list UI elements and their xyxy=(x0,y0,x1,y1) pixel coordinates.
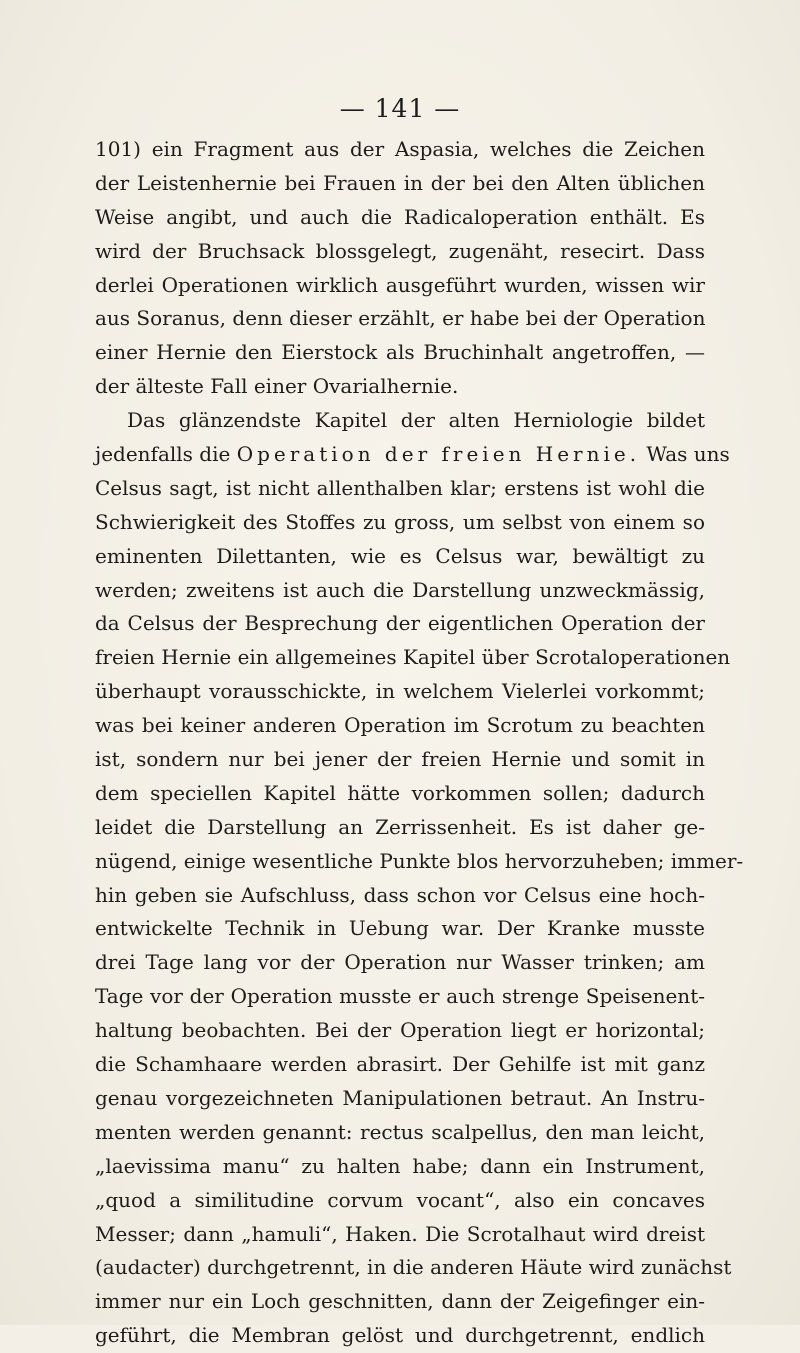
text-line: immer nur ein Loch geschnitten, dann der Zeigefinger ein- xyxy=(95,1289,705,1314)
text-line: 101) ein Fragment aus der Aspasia, welches die Zeichen xyxy=(95,137,705,161)
text-line: Das glänzendste Kapitel der alten Herniologie bildet xyxy=(127,408,705,433)
text-line: eminenten Dilettanten, wie es Celsus war, bewältigt zu xyxy=(95,543,705,568)
text-line: drei Tage lang vor der Operation nur Wasser trinken; am xyxy=(95,950,705,975)
text-line: was bei keiner anderen Operation im Scrotum zu beachten xyxy=(95,713,705,738)
text-line: haltung beobachten. Bei der Operation liegt er horizontal; xyxy=(95,1018,705,1043)
text-line: Celsus sagt, ist nicht allenthalben klar; erstens ist wohl die xyxy=(95,475,705,500)
text-line: wird der Bruchsack blossgelegt, zugenäht, resecirt. Dass xyxy=(95,238,705,263)
text-line: überhaupt vorausschickte, in welchem Vielerlei vorkommt; xyxy=(95,679,705,704)
spaced-emphasis: Operation der freien Hernie. xyxy=(236,442,641,467)
text-line: da Celsus der Besprechung der eigentlichen Operation der xyxy=(95,611,705,636)
text-line: hin geben sie Aufschluss, dass schon vor Celsus eine hoch- xyxy=(95,882,705,907)
text-line: „quod a similitudine corvum vocant“, also ein concaves xyxy=(95,1187,705,1212)
text-line: der Leistenhernie bei Frauen in der bei den Alten üblichen xyxy=(95,170,705,195)
text-line: dem speciellen Kapitel hätte vorkommen sollen; dadurch xyxy=(95,780,705,805)
text-line: leidet die Darstellung an Zerrissenheit. Es ist daher ge- xyxy=(95,814,705,839)
text-line: derlei Operationen wirklich ausgeführt wurden, wissen wir xyxy=(95,272,705,297)
text-line: Schwierigkeit des Stoffes zu gross, um selbst von einem so xyxy=(95,509,705,534)
body-text xyxy=(95,133,744,1353)
text-line: einer Hernie den Eierstock als Bruchinhalt angetroffen, — xyxy=(95,340,705,365)
text-segment: jedenfalls die xyxy=(95,442,237,467)
text-line: entwickelte Technik in Uebung war. Der Kranke musste xyxy=(95,916,705,941)
text-line: Tage vor der Operation musste er auch strenge Speisenent- xyxy=(95,984,705,1009)
page-number: — 141 — xyxy=(339,94,461,123)
text-line: genau vorgezeichneten Manipulationen betraut. An Instru- xyxy=(95,1085,705,1110)
text-line: Messer; dann „hamuli“, Haken. Die Scrotalhaut wird dreist xyxy=(95,1221,705,1246)
text-line: werden; zweitens ist auch die Darstellung unzweckmässig, xyxy=(95,577,705,602)
text-line: nügend, einige wesentliche Punkte blos hervorzuheben; immer- xyxy=(95,848,744,873)
text-segment: Was uns xyxy=(640,442,730,467)
text-line: (audacter) durchgetrennt, in die anderen Häute wird zunächst xyxy=(95,1255,732,1280)
text-line-with-spaced-heading xyxy=(95,438,730,472)
text-line: menten werden genannt: rectus scalpellus, den man leicht, xyxy=(95,1119,705,1144)
text-line: aus Soranus, denn dieser erzählt, er habe bei der Operation xyxy=(95,306,706,331)
text-line: der älteste Fall einer Ovarialhernie. xyxy=(95,374,459,399)
text-line: Weise angibt, und auch die Radicaloperation enthält. Es xyxy=(95,204,705,229)
text-line: „laevissima manu“ zu halten habe; dann ein Instrument, xyxy=(95,1153,705,1178)
text-line: die Schamhaare werden abrasirt. Der Gehilfe ist mit ganz xyxy=(95,1052,705,1077)
text-line: ist, sondern nur bei jener der freien Hernie und somit in xyxy=(95,747,705,772)
text-line: freien Hernie ein allgemeines Kapitel über Scrotaloperationen xyxy=(95,645,731,670)
text-line: geführt, die Membran gelöst und durchgetrennt, endlich xyxy=(95,1323,705,1348)
